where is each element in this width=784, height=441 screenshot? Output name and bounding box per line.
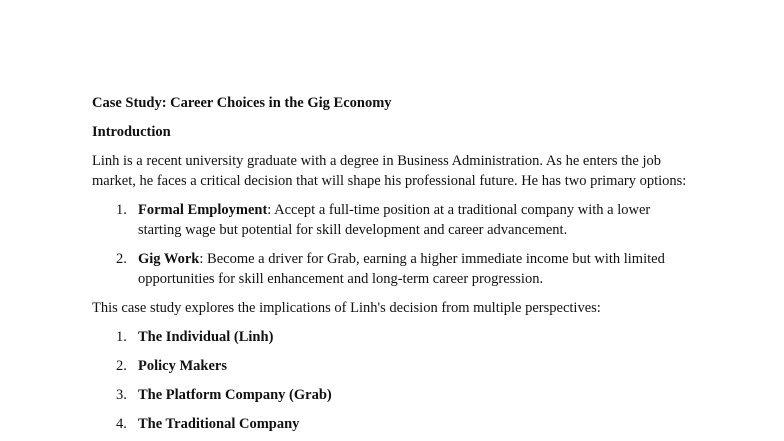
perspective-label: The Traditional Company bbox=[138, 416, 300, 432]
section-heading-introduction: Introduction bbox=[92, 124, 171, 140]
option-item-formal-employment bbox=[92, 200, 692, 240]
perspective-item-individual bbox=[92, 327, 692, 347]
document-body bbox=[92, 93, 692, 441]
options-list bbox=[92, 200, 692, 289]
list-number: 2. bbox=[116, 358, 127, 374]
list-number: 1. bbox=[116, 329, 127, 345]
option-term: Formal Employment bbox=[138, 202, 268, 218]
perspective-label: Policy Makers bbox=[138, 358, 227, 374]
intro-paragraph: Linh is a recent university graduate with a degree in Business Administration. As he enters the job market, he faces a critical decision that will shape his professional future. He has two primary options: bbox=[92, 153, 687, 189]
list-number: 1. bbox=[116, 202, 127, 218]
document-title: Case Study: Career Choices in the Gig Economy bbox=[92, 95, 392, 111]
perspective-label: The Platform Company (Grab) bbox=[138, 387, 332, 403]
perspective-item-platform-company bbox=[92, 385, 692, 405]
list-number: 3. bbox=[116, 387, 127, 403]
perspective-item-traditional-company bbox=[92, 414, 692, 434]
perspectives-intro-paragraph: This case study explores the implications of Linh's decision from multiple perspectives: bbox=[92, 300, 601, 316]
perspective-label: The Individual (Linh) bbox=[138, 329, 274, 345]
option-description: : Become a driver for Grab, earning a higher immediate income but with limited opportunities for skill enhancement and long-term career progression. bbox=[138, 251, 665, 287]
option-term: Gig Work bbox=[138, 251, 200, 267]
list-number: 2. bbox=[116, 251, 127, 267]
option-description: : Accept a full-time position at a traditional company with a lower starting wage but potential for skill development and career advancement. bbox=[138, 202, 651, 238]
perspective-item-policy-makers bbox=[92, 356, 692, 376]
perspectives-list bbox=[92, 327, 692, 434]
list-number: 4. bbox=[116, 416, 127, 432]
option-item-gig-work bbox=[92, 249, 692, 289]
